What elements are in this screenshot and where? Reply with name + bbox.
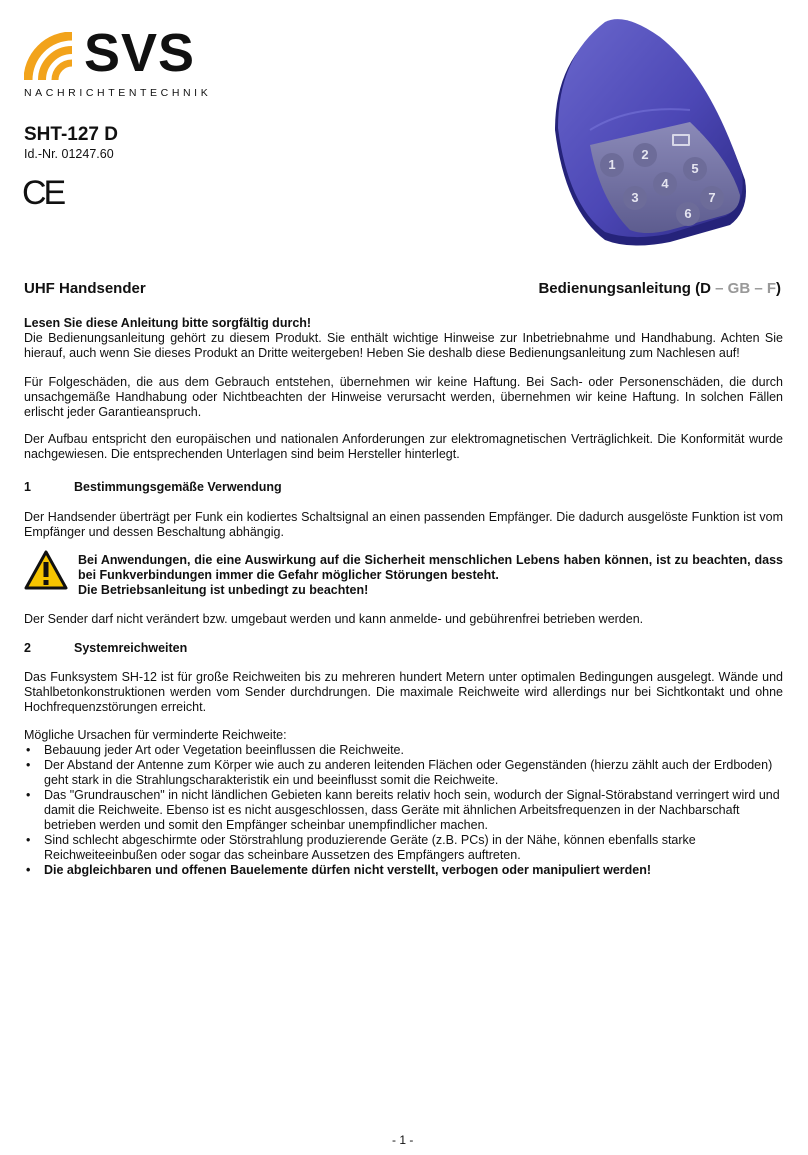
remote-button-5: 5 — [683, 157, 707, 181]
remote-image — [550, 10, 765, 250]
logo-name: SVS — [84, 23, 196, 83]
list-item — [24, 788, 783, 833]
list-item-bold — [24, 863, 783, 878]
list-item-text: Die abgleichbaren und offenen Bauelemente dürfen nicht verstellt, verbogen oder manipuliert werden! — [44, 863, 652, 877]
manual-language-heading — [538, 280, 781, 297]
intro-heading: Lesen Sie diese Anleitung bitte sorgfältig durch! — [24, 316, 312, 330]
bullet-marker: • — [26, 863, 31, 877]
warning-icon — [24, 550, 68, 590]
list-item — [24, 758, 783, 788]
section1-title: Bestimmungsgemäße Verwendung — [74, 480, 282, 494]
page-number: - 1 - — [392, 1133, 414, 1147]
remote-button-2: 2 — [633, 143, 657, 167]
document-subject: UHF Handsender — [24, 280, 146, 297]
model-title: SHT-127 D — [24, 124, 118, 145]
causes-list — [24, 743, 783, 878]
intro-text: Die Bedienungsanleitung gehört zu diesem Produkt. Sie enthält wichtige Hinweise zur Inbetriebnahme und Handhabung. Achten Sie hierauf, auch wenn Sie dieses Produkt an Dritte weitergeben! Heben Sie deshalb diese Bedienungsanleitung zum Nachlesen auf! — [24, 331, 783, 360]
warning-line2: Die Betriebsanleitung ist unbedingt zu beachten! — [78, 583, 369, 597]
ce-mark: CE — [22, 174, 64, 212]
remote-button-6: 6 — [676, 202, 700, 226]
remote-button-1: 1 — [600, 153, 624, 177]
list-item — [24, 833, 783, 863]
remote-button-4: 4 — [653, 172, 677, 196]
list-item-text: Bebauung jeder Art oder Vegetation beeinflussen die Reichweite. — [44, 743, 404, 757]
manual-lang-de: D — [700, 280, 711, 297]
battery-icon — [672, 134, 690, 146]
conformity-paragraph: Der Aufbau entspricht den europäischen und nationalen Anforderungen zur elektromagnetischen Verträglichkeit. Die Konformität wurde nachgewiesen. Die entsprechenden Unterlagen sind beim Hersteller hinterlegt. — [24, 432, 783, 461]
remote-button-3: 3 — [623, 186, 647, 210]
bullet-marker: • — [26, 833, 31, 847]
bullet-marker: • — [26, 743, 31, 757]
list-item-text: Das "Grundrauschen" in nicht ländlichen Gebieten kann bereits relativ hoch sein, wodurch der Signal-Störabstand verringert wird und damit die Reichweite. Ebenso ist es nicht ausgeschlossen, dass Geräte mit ähnlichen Arbeitsfrequenzen in der Nachbarschaft betrieben werden und somit den Empfänger scheinbar unempfindlicher machen. — [44, 788, 780, 832]
manual-lang-other: – GB – F — [710, 280, 776, 297]
intro-paragraph — [24, 316, 783, 361]
logo-subtitle: NACHRICHTENTECHNIK — [24, 87, 212, 99]
company-logo — [24, 23, 214, 103]
section2-title: Systemreichweiten — [74, 641, 188, 655]
section1-text: Der Handsender überträgt per Funk ein kodiertes Schaltsignal an einen passenden Empfänger. Die dadurch ausgelöste Funktion ist vom Empfänger und dessen Beschaltung abhängig. — [24, 510, 783, 539]
manual-suffix: ) — [776, 280, 781, 297]
section2-number: 2 — [24, 641, 31, 655]
list-item-text: Sind schlecht abgeschirmte oder Störstrahlung produzierende Geräte (z.B. PCs) in der Nähe, können ebenfalls starke Reichweiteeinbußen oder sogar das scheinbare Aussetzen des Empfängers auftreten. — [44, 833, 696, 862]
section1-number: 1 — [24, 480, 31, 494]
list-item-text: Der Abstand der Antenne zum Körper wie auch zu anderen leitenden Flächen oder Gegenständen (hierzu zählt auch der Erdboden) geht stark in die Strahlungscharakteristik ein und beeinflusst somit die Reichweite. — [44, 758, 773, 787]
signal-arc-icon — [24, 32, 86, 84]
liability-paragraph: Für Folgeschäden, die aus dem Gebrauch entstehen, übernehmen wir keine Haftung. Bei Sach- oder Personenschäden, die durch unsachgemäße Handhabung oder Nichtbeachten der Hinweise verursacht werden, übernehmen wir keine Haftung. In solchen Fällen erlischt jeder Garantieanspruch. — [24, 375, 783, 419]
manual-prefix: Bedienungsanleitung ( — [538, 280, 701, 297]
section1-after-warning: Der Sender darf nicht verändert bzw. umgebaut werden und kann anmelde- und gebührenfrei betrieben werden. — [24, 612, 644, 626]
list-item — [24, 743, 783, 758]
remote-button-7: 7 — [700, 186, 724, 210]
bullet-marker: • — [26, 758, 31, 772]
bullet-marker: • — [26, 788, 31, 802]
warning-line1: Bei Anwendungen, die eine Auswirkung auf die Sicherheit menschlichen Lebens haben können, ist zu beachten, dass bei Funkverbindungen immer die Gefahr möglicher Störungen besteht. — [78, 553, 783, 582]
id-number: Id.-Nr. 01247.60 — [24, 147, 114, 161]
causes-intro: Mögliche Ursachen für verminderte Reichweite: — [24, 728, 287, 742]
section2-text: Das Funksystem SH-12 ist für große Reichweiten bis zu mehreren hundert Metern unter optimalen Bedingungen ausgelegt. Wände und Stahlbetonkonstruktionen werden vom Sender durchdrungen. Die maximale Reichweite wird allerdings nur bei Sichtkontakt und ohne Hochfrequenzstörungen erreicht. — [24, 670, 783, 714]
warning-text — [78, 553, 783, 598]
